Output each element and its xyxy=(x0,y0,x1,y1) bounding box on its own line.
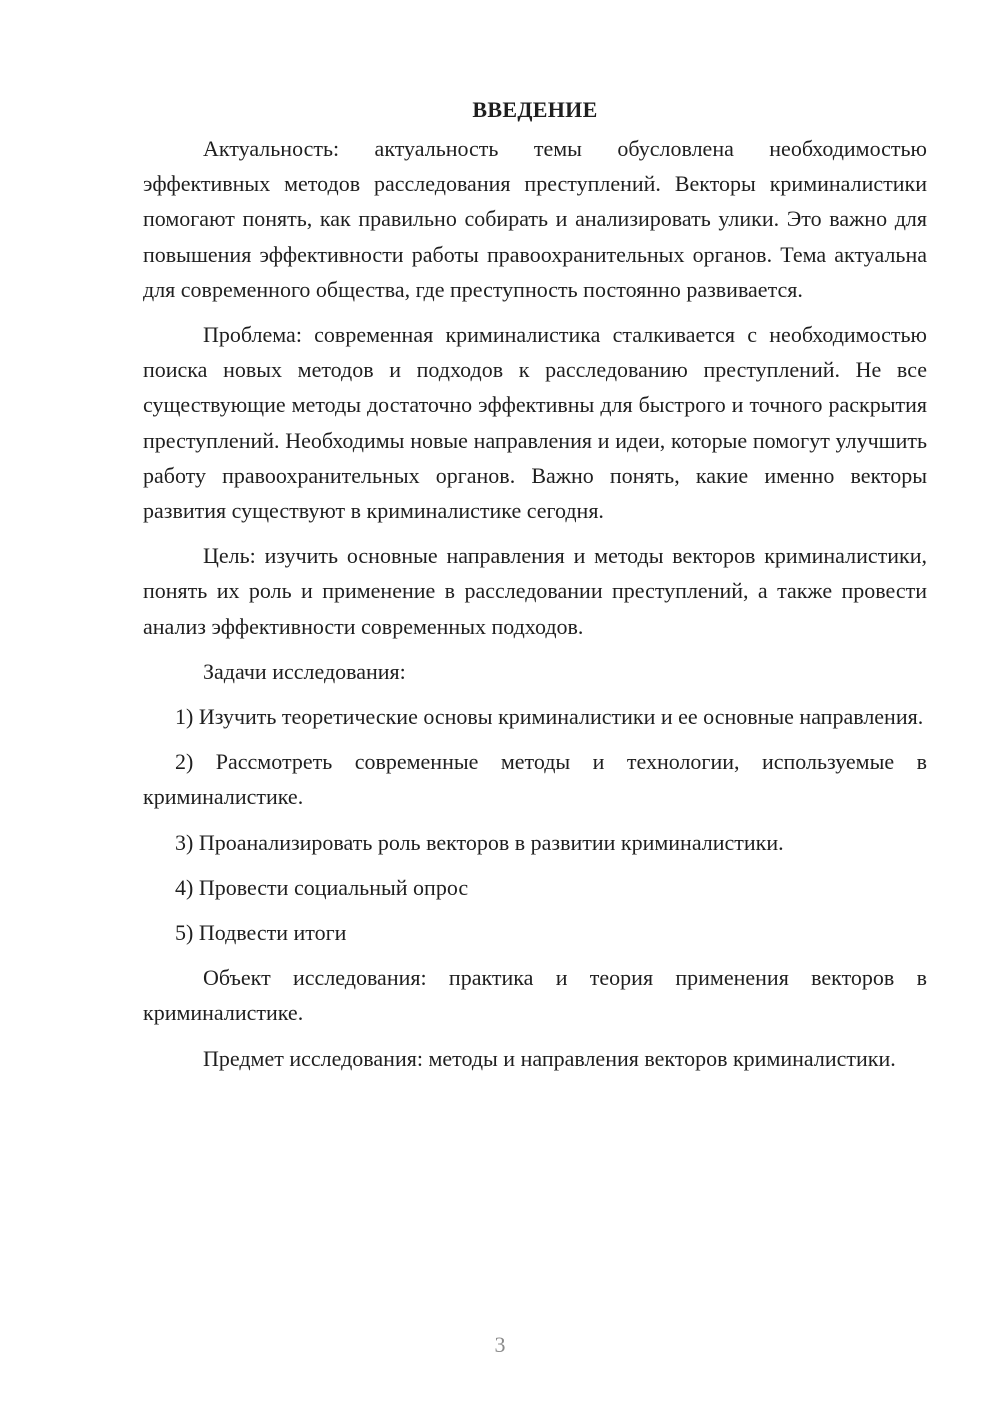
problem-paragraph: Проблема: современная криминалистика сталкивается с необходимостью поиска новых методов и подходов к расследованию преступлений. Не все существующие методы достаточно эффективны для быстрого и точного раскрытия преступлений. Необходимы новые направления и идеи, которые помогут улучшить работу правоохранительных органов. Важно понять, какие именно векторы развития существуют в криминалистике сегодня. xyxy=(143,322,927,524)
subject-paragraph: Предмет исследования: методы и направления векторов криминалистики. xyxy=(203,1045,896,1071)
task-item-4: 4) Провести социальный опрос xyxy=(175,874,469,900)
goal-paragraph: Цель: изучить основные направления и методы векторов криминалистики, понять их роль и применение в расследовании преступлений, а также провести анализ эффективности современных подходов. xyxy=(143,543,927,639)
task-item-1: 1) Изучить теоретические основы криминалистики и ее основные направления. xyxy=(175,704,924,730)
page-number: 3 xyxy=(494,1332,506,1357)
task-item-3: 3) Проанализировать роль векторов в развитии криминалистики. xyxy=(175,829,784,855)
relevance-paragraph: Актуальность: актуальность темы обусловлена необходимостью эффективных методов расследования преступлений. Векторы криминалистики помогают понять, как правильно собирать и анализировать улики. Это важно для повышения эффективности работы правоохранительных органов. Тема актуальна для современного общества, где преступность постоянно развивается. xyxy=(143,136,927,302)
object-paragraph: Объект исследования: практика и теория применения векторов в криминалистике. xyxy=(143,965,927,1026)
task-item-5: 5) Подвести итоги xyxy=(175,920,347,946)
document-page xyxy=(143,92,927,1086)
task-item-2: 2) Рассмотреть современные методы и технологии, используемые в криминалистике. xyxy=(143,749,927,810)
section-heading: ВВЕДЕНИЕ xyxy=(472,97,598,122)
tasks-intro: Задачи исследования: xyxy=(203,658,406,684)
